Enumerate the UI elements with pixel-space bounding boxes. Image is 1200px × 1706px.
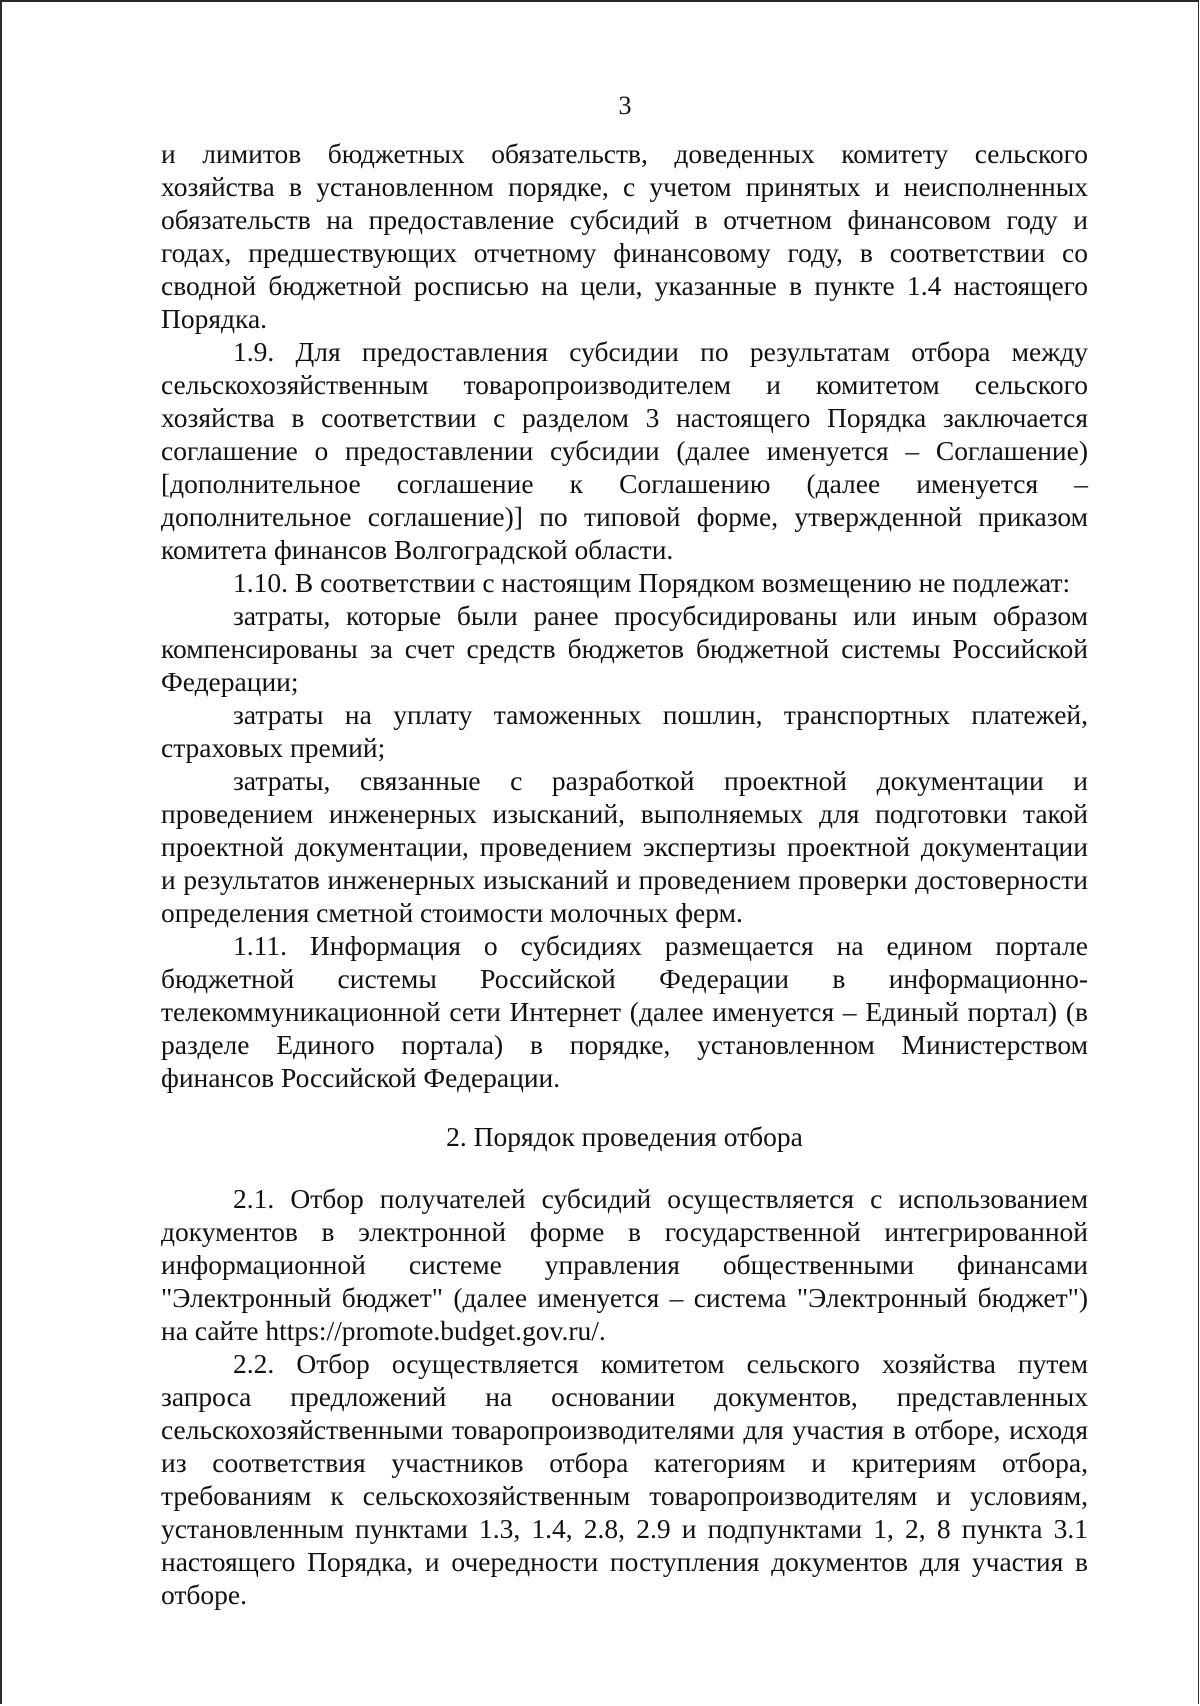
paragraph: 1.10. В соответствии с настоящим Порядком возмещению не подлежат:	[233, 567, 1071, 598]
page-number: 3	[618, 91, 632, 120]
paragraph: 2.1. Отбор получателей субсидий осуществляется с использованием документов в электронной форме в государственной интегрированной информационной системе управления общественными финансами "Электронный бюджет" (далее именуется – система "Электронный бюджет") на сайте https://promote.budget.gov.ru/.	[161, 1183, 1088, 1346]
paragraph: затраты, которые были ранее просубсидированы или иным образом компенсированы за счет средств бюджетов бюджетной системы Российской Федерации;	[161, 600, 1088, 697]
paragraph: затраты на уплату таможенных пошлин, транспортных платежей, страховых премий;	[161, 699, 1088, 763]
paragraph: и лимитов бюджетных обязательств, доведенных комитету сельского хозяйства в установленном порядке, с учетом принятых и неисполненных обязательств на предоставление субсидий в отчетном финансовом году и годах, предшествующих отчетному финансовому году, в соответствии со сводной бюджетной росписью на цели, указанные в пункте 1.4 настоящего Порядка.	[161, 138, 1088, 334]
paragraph: 1.9. Для предоставления субсидии по результатам отбора между сельскохозяйственным товаропроизводителем и комитетом сельского хозяйства в соответствии с разделом 3 настоящего Порядка заключается соглашение о предоставлении субсидии (далее именуется – Соглашение) [дополнительное соглашение к Соглашению (далее именуется – дополнительное соглашение)] по типовой форме, утвержденной приказом комитета финансов Волгоградской области.	[161, 336, 1088, 565]
paragraph: затраты, связанные с разработкой проектной документации и проведением инженерных изысканий, выполняемых для подготовки такой проектной документации, проведением экспертизы проектной документации и результатов инженерных изысканий и проведением проверки достоверности определения сметной стоимости молочных ферм.	[161, 765, 1088, 928]
document-body	[161, 137, 1088, 1611]
section-heading: 2. Порядок проведения отбора	[446, 1121, 803, 1152]
paragraph: 1.11. Информация о субсидиях размещается на едином портале бюджетной системы Российской Федерации в информационно-телекоммуникационной сети Интернет (далее именуется – Единый портал) (в разделе Единого портала) в порядке, установленном Министерством финансов Российской Федерации.	[161, 930, 1088, 1093]
paragraph: 2.2. Отбор осуществляется комитетом сельского хозяйства путем запроса предложений на основании документов, представленных сельскохозяйственными товаропроизводителями для участия в отборе, исходя из соответствия участников отбора категориям и критериям отбора, требованиям к сельскохозяйственным товаропроизводителям и условиям, установленным пунктами 1.3, 1.4, 2.8, 2.9 и подпунктами 1, 2, 8 пункта 3.1 настоящего Порядка, и очередности поступления документов для участия в отборе.	[161, 1348, 1088, 1610]
